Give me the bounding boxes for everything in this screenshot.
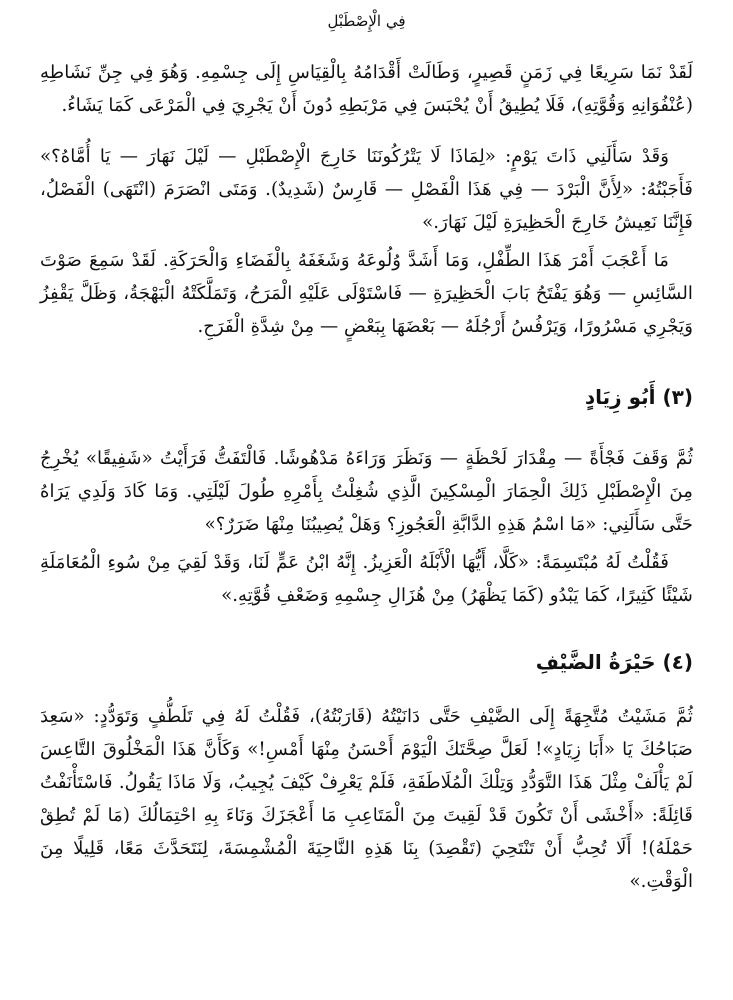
paragraph: فَقُلْتُ لَهُ مُبْتَسِمَةً: «كَلَّا، أَيُّهَا الْأَبْلَهُ الْعَزِيزُ. إِنَّهُ ابْنُ عَمٍّ لَنَا، وَقَدْ لَقِيَ مِنْ سُوءِ الْمُعَامَلَةِ شَيْئًا كَثِيرًا، كَمَا يَبْدُو (كَمَا يَظْهَرُ) مِنْ هُزَالِ جِسْمِهِ وَضَعْفِ قُوَّتِهِ.» — [40, 552, 693, 606]
paragraph: ثُمَّ مَشَيْتُ مُتَّجِهَةً إِلَى الضَّيْفِ حَتَّى دَانَيْتُهُ (قَارَبْتُهُ)، فَقُلْتُ لَهُ فِي تَلَطُّفٍ وَتَوَدُّدٍ: «سَعِدَ صَبَاحُكَ يَا «أَبَا زِيَادٍ»! لَعَلَّ صِحَّتَكَ الْيَوْمَ أَحْسَنُ مِنْهَا أَمْسِ!» وَكَأَنَّ هَذَا الْمَخْلُوقَ التَّاعِسَ لَمْ يَأْلَفْ مِثْلَ هَذَا التَّوَدُّدِ وَتِلْكَ الْمُلَاطَفَةِ، فَلَمْ يَعْرِفْ كَيْفَ يُجِيبُ، وَلَا مَاذَا يَقُولُ. فَاسْتَأْنَفْتُ قَائِلَةً: «أَخْشَى أَنْ تَكُونَ قَدْ لَقِيتَ مِنَ الْمَتَاعِبِ مَا أَعْجَزَكَ وَنَاءَ بِهِ احْتِمَالُكَ (مَا لَمْ تُطِقْ حَمْلَهُ)! أَلَا تُحِبُّ أَنْ تَنْتَحِيَ (تَقْصِدَ) بِنَا هَذِهِ النَّاحِيَةَ الْمُشْمِسَةَ، لِنَتَحَدَّثَ مَعًا، قَلِيلًا مِنَ الْوَقْتِ.» — [40, 706, 693, 892]
paragraph: ثُمَّ وَقَفَ فَجْأَةً — مِقْدَارَ لَحْظَةٍ — وَنَظَرَ وَرَاءَهُ مَدْهُوشًا. فَالْتَفَتُّ فَرَأَيْتُ «شَفِيقًا» يُخْرِجُ مِنَ الْإِصْطَبْلِ ذَلِكَ الْحِمَارَ الْمِسْكِينَ الَّذِي شُغِلْتُ بِأَمْرِهِ طُولَ لَيْلَتِي. وَمَا كَادَ وَلَدِي يَرَاهُ حَتَّى سَأَلَنِي: «مَا اسْمُ هَذِهِ الدَّابَّةِ الْعَجُوزِ؟ وَهَلْ يُصِيبُنَا مِنْهَا ضَرَرٌ؟» — [40, 448, 693, 535]
running-head: فِي الْإِصْطَبْلِ — [327, 12, 406, 30]
paragraph: لَقَدْ نَمَا سَرِيعًا فِي زَمَنٍ قَصِيرٍ، وَطَالَتْ أَقْدَامُهُ بِالْقِيَاسِ إِلَى جِسْمِهِ. وَهُوَ فِي جِنِّ نَشَاطِهِ (عُنْفُوَانِهِ وَقُوَّتِهِ)، فَلَا يُطِيقُ أَنْ يُحْبَسَ فِي مَرْبَطِهِ دُونَ أَنْ يَجْرِيَ فِي الْمَرْعَى كَمَا يَشَاءُ. — [40, 62, 693, 116]
paragraph: مَا أَعْجَبَ أَمْرَ هَذَا الطِّفْلِ، وَمَا أَشَدَّ وُلُوعَهُ وَشَغَفَهُ بِالْفَضَاءِ وَالْحَرَكَةِ. لَقَدْ سَمِعَ صَوْتَ السَّائِسِ — وَهُوَ يَفْتَحُ بَابَ الْحَظِيرَةِ — فَاسْتَوْلَى عَلَيْهِ الْمَرَحُ، وَتَمَلَّكَتْهُ الْبَهْجَةُ، وَظَلَّ يَقْفِزُ وَيَجْرِي مَسْرُورًا، وَيَرْفُسُ أَرْجُلَهُ — بَعْضَهَا بِبَعْضٍ — مِنْ شِدَّةِ الْفَرَحِ. — [40, 250, 693, 337]
paragraph: وَقَدْ سَأَلَنِي ذَاتَ يَوْمٍ: «لِمَاذَا لَا يَتْرُكُونَنَا خَارِجَ الْإِصْطَبْلِ — لَيْلَ نَهَارَ — يَا أُمَّاهُ؟» فَأَجَبْتُهُ: «لِأَنَّ الْبَرْدَ — فِي هَذَا الْفَصْلِ — قَارِسٌ (شَدِيدٌ). وَمَتَى انْصَرَمَ (انْتَهَى) الْفَصْلُ، فَإِنَّنَا نَعِيشُ خَارِجَ الْحَظِيرَةِ لَيْلَ نَهَارَ.» — [40, 146, 693, 233]
section-heading: (٣) أَبُو زِيَادٍ — [584, 385, 693, 409]
section-heading: (٤) حَيْرَةُ الضَّيْفِ — [535, 650, 693, 674]
